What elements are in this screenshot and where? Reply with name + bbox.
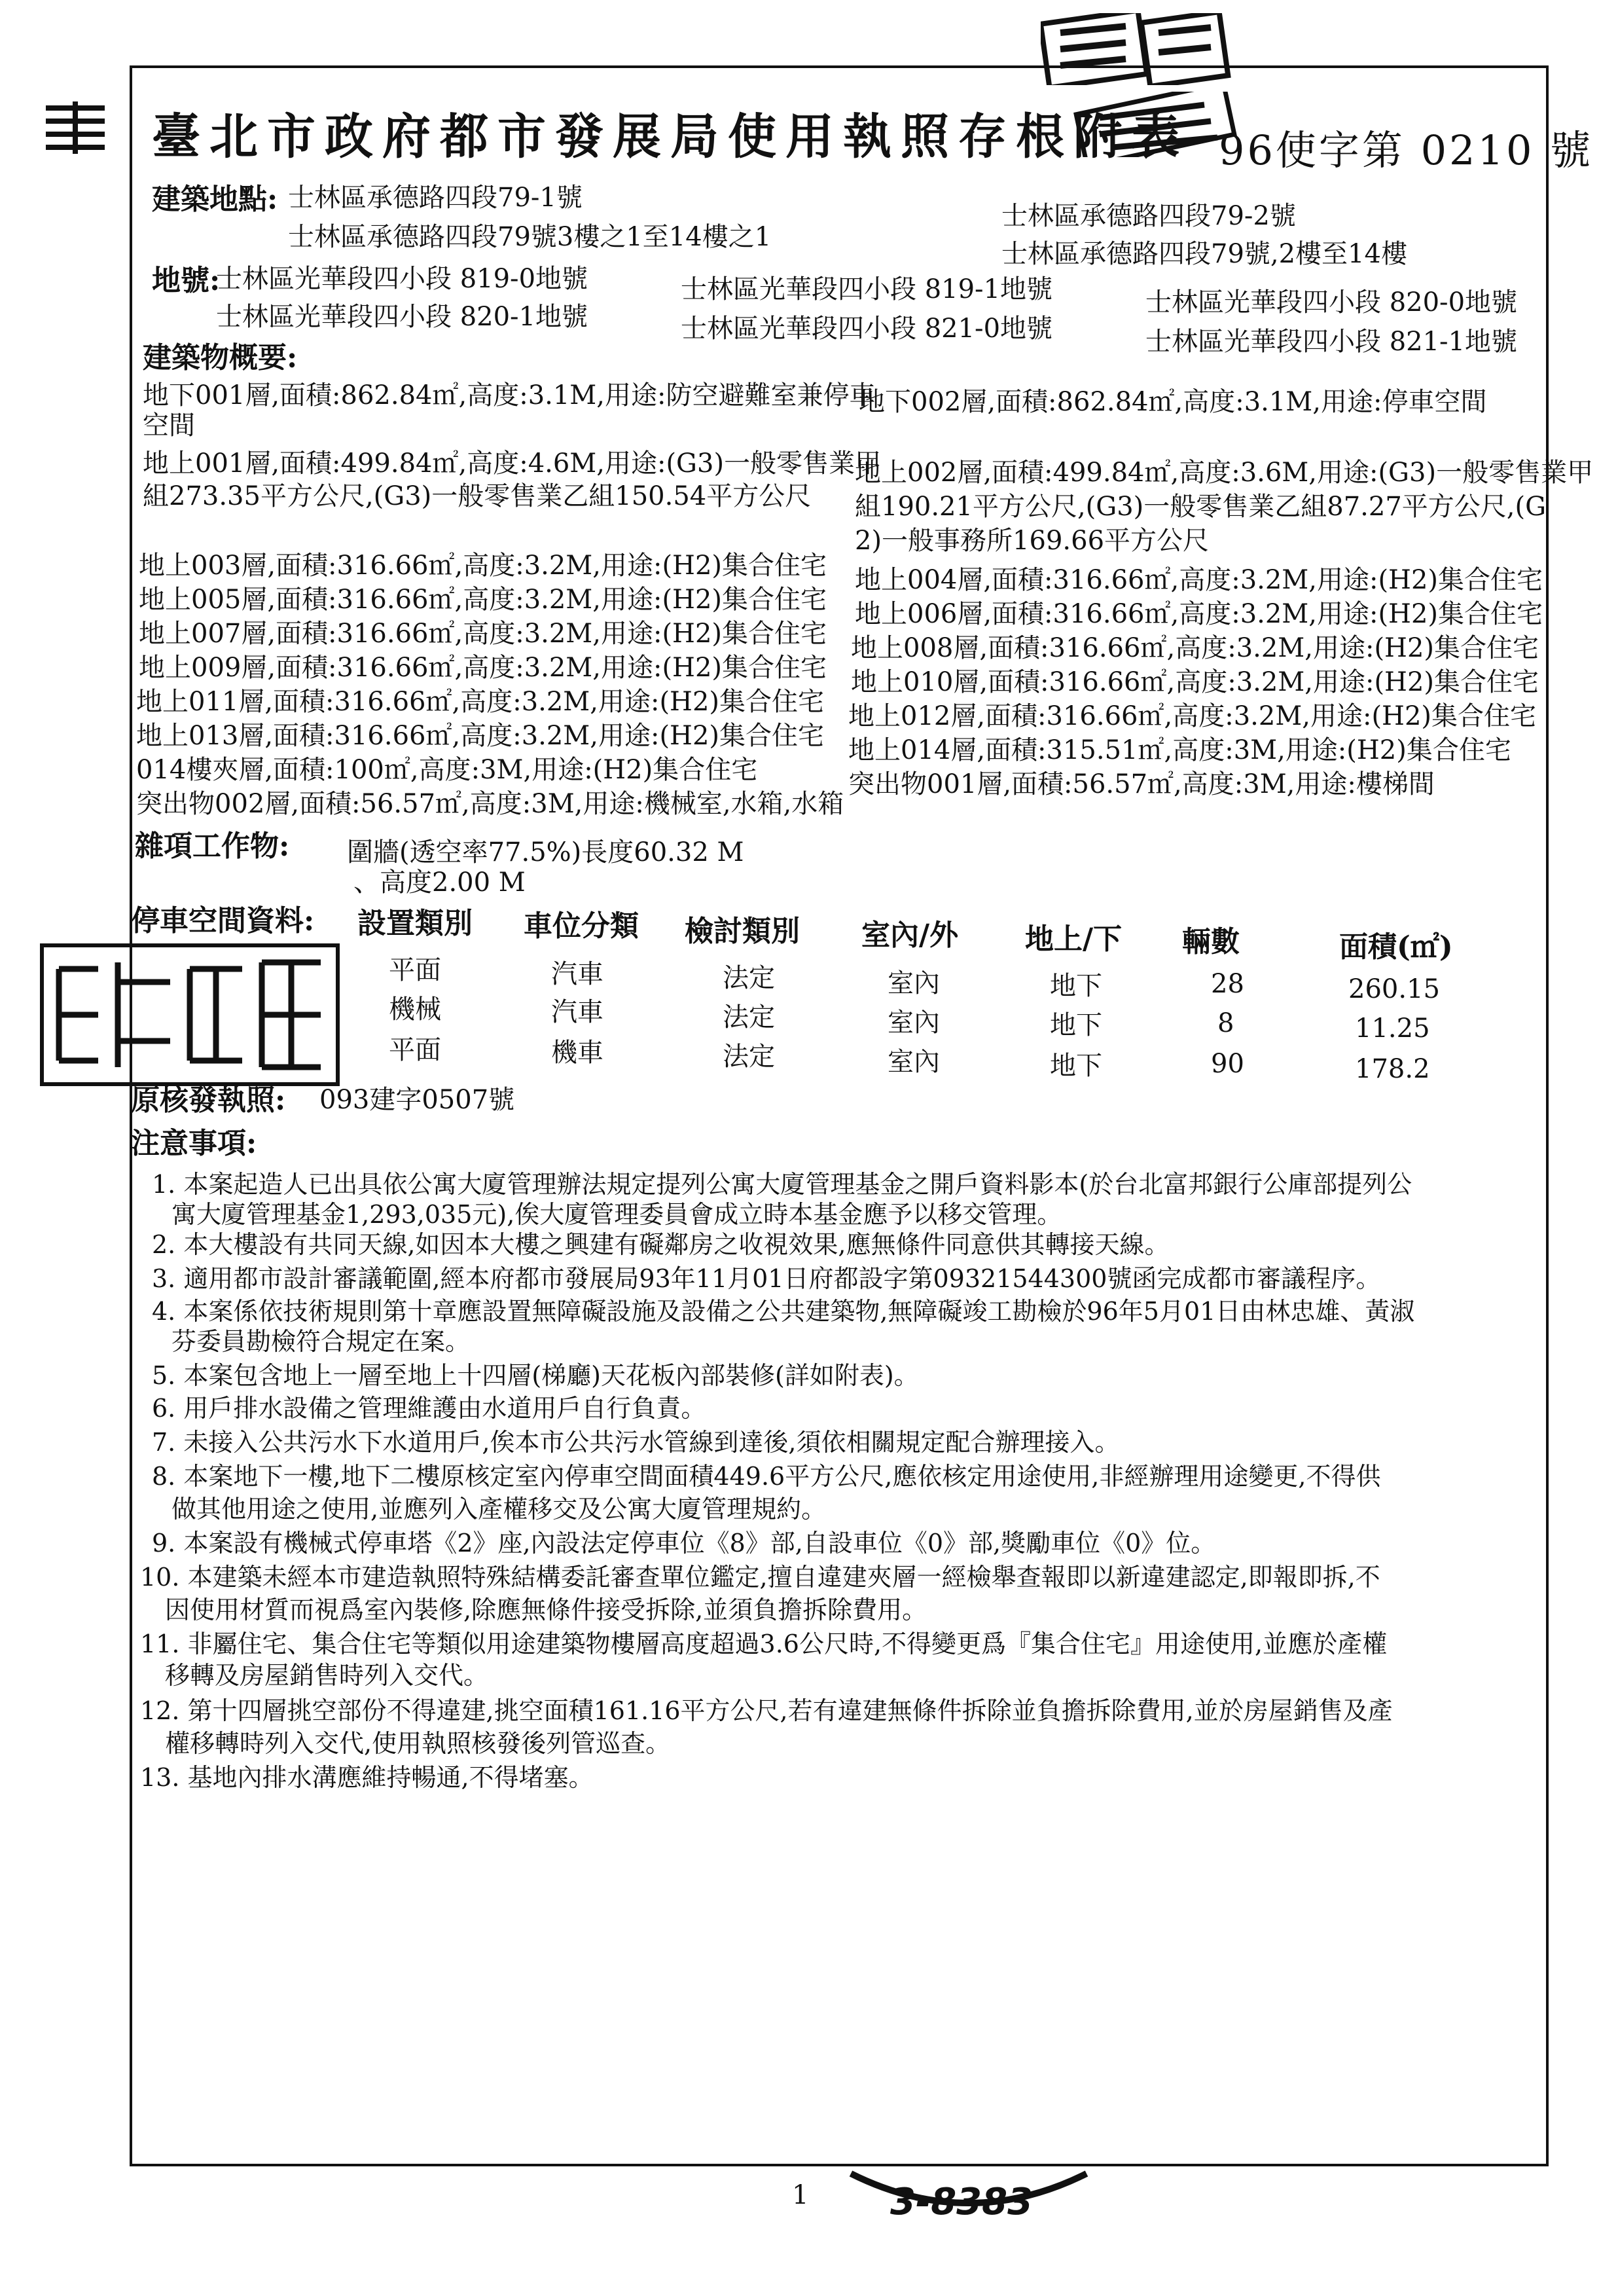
parking-cell: 汽車 (551, 959, 603, 989)
lot-item: 士林區光華段四小段 820-1地號 (216, 302, 588, 332)
floor-line: 地上012層,面積:316.66㎡,高度:3.2M,用途:(H2)集合住宅 (848, 701, 1536, 731)
note-line: 5. 本案包含地上一層至地上十四層(梯廳)天花板內部裝修(詳如附表)。 (152, 1361, 919, 1390)
parking-header: 車位分類 (524, 909, 639, 943)
parking-header: 設置類別 (357, 907, 473, 940)
floor-line: 地上003層,面積:316.66㎡,高度:3.2M,用途:(H2)集合住宅 (139, 551, 827, 581)
permit-number: 96使字第 0210 號 (1219, 126, 1594, 174)
notes-label: 注意事項: (131, 1127, 257, 1160)
misc-line: 、高度2.00 M (353, 867, 526, 898)
note-line: 3. 適用都市設計審議範圍,經本府都市發展局93年11月01日府都設字第09321544300號函完成都市審議程序。 (152, 1264, 1381, 1293)
parking-cell: 室內 (888, 1008, 940, 1038)
parking-cell: 90 (1211, 1049, 1244, 1079)
floor-line: 地上014層,面積:315.51㎡,高度:3M,用途:(H2)集合住宅 (848, 735, 1511, 765)
floor-line: 地上001層,面積:499.84㎡,高度:4.6M,用途:(G3)一般零售業甲 (143, 448, 882, 479)
floor-line: 突出物002層,面積:56.57㎡,高度:3M,用途:機械室,水箱,水箱 (136, 789, 844, 819)
top-seal-stamp (1041, 13, 1237, 85)
parking-header: 輛數 (1182, 925, 1240, 958)
note-line: 11. 非屬住宅、集合住宅等類似用途建築物樓層高度超過3.6公尺時,不得變更爲『集合住宅』用途使用,並應於產權 (140, 1630, 1388, 1658)
parking-cell: 28 (1211, 969, 1244, 999)
location-line: 士林區承德路四段79號3樓之1至14樓之1 (288, 222, 772, 252)
page-number: 1 (792, 2180, 809, 2210)
original-permit-value: 093建字0507號 (319, 1085, 515, 1115)
floor-line: 014樓夾層,面積:100㎡,高度:3M,用途:(H2)集合住宅 (136, 755, 758, 785)
bottom-stamp-text: 3-8383 (890, 2181, 1034, 2223)
note-line: 13. 基地內排水溝應維持暢通,不得堵塞。 (140, 1763, 594, 1792)
lot-item: 士林區光華段四小段 819-1地號 (681, 274, 1053, 304)
lot-item: 士林區光華段四小段 819-0地號 (216, 264, 588, 294)
note-line: 10. 本建築未經本市建造執照特殊結構委託審查單位鑑定,擅自違建夾層一經檢舉查報即以新違建認定,即報即拆,不 (140, 1563, 1380, 1592)
parking-cell: 室內 (888, 968, 940, 998)
note-line: 權移轉時列入交代,使用執照核發後列管巡查。 (165, 1729, 671, 1758)
bottom-seal-stamp (838, 2160, 1100, 2232)
floor-line: 地上011層,面積:316.66㎡,高度:3.2M,用途:(H2)集合住宅 (136, 687, 824, 717)
parking-cell: 8 (1217, 1008, 1234, 1038)
parking-cell: 法定 (723, 1042, 775, 1072)
parking-cell: 機械 (389, 994, 441, 1025)
floor-line: 地下001層,面積:862.84㎡,高度:3.1M,用途:防空避難室兼停車 (143, 380, 876, 410)
note-line: 7. 未接入公共污水下水道用戶,俟本市公共污水管線到達後,須依相關規定配合辦理接入。 (152, 1428, 1120, 1457)
note-line: 芬委員勘檢符合規定在案。 (171, 1327, 471, 1356)
location-label: 建築地點: (152, 183, 278, 216)
floor-line: 空間 (143, 410, 195, 441)
floor-line: 地上007層,面積:316.66㎡,高度:3.2M,用途:(H2)集合住宅 (139, 619, 827, 649)
lot-item: 士林區光華段四小段 820-0地號 (1145, 287, 1518, 318)
parking-cell: 地下 (1050, 971, 1102, 1001)
note-line: 1. 本案起造人已出具依公寓大廈管理辦法規定提列公寓大廈管理基金之開戶資料影本(於台北富邦銀行公庫部提列公 (152, 1170, 1412, 1199)
parking-cell: 178.2 (1355, 1054, 1430, 1084)
floor-line: 組190.21平方公尺,(G3)一般零售業乙組87.27平方公尺,(G (855, 492, 1547, 522)
parking-label: 停車空間資料: (131, 904, 315, 938)
original-permit-label: 原核發執照: (131, 1084, 286, 1117)
floor-line: 組273.35平方公尺,(G3)一般零售業乙組150.54平方公尺 (143, 481, 812, 511)
parking-cell: 地下 (1050, 1010, 1102, 1040)
left-seal-stamp (39, 943, 340, 1087)
parking-cell: 平面 (389, 1035, 441, 1065)
floor-line: 地上008層,面積:316.66㎡,高度:3.2M,用途:(H2)集合住宅 (851, 633, 1539, 663)
parking-cell: 地下 (1050, 1051, 1102, 1081)
floor-line: 地上005層,面積:316.66㎡,高度:3.2M,用途:(H2)集合住宅 (139, 585, 827, 615)
document-title: 臺北市政府都市發展局使用執照存根附表 (152, 109, 1189, 165)
note-line: 寓大廈管理基金1,293,035元),俟大廈管理委員會成立時本基金應予以移交管理。 (171, 1200, 1062, 1229)
floor-line: 突出物001層,面積:56.57㎡,高度:3M,用途:樓梯間 (848, 769, 1435, 799)
floor-line: 地上002層,面積:499.84㎡,高度:3.6M,用途:(G3)一般零售業甲 (855, 458, 1594, 488)
location-line: 士林區承德路四段79-1號 (288, 183, 583, 213)
parking-cell: 11.25 (1355, 1013, 1430, 1044)
note-line: 4. 本案係依技術規則第十章應設置無障礙設施及設備之公共建築物,無障礙竣工勘檢於96年5月01日由林忠雄、黃淑 (152, 1297, 1415, 1326)
lots-label: 地號: (152, 264, 221, 297)
parking-header: 室內/外 (861, 919, 959, 952)
parking-cell: 機車 (551, 1038, 603, 1068)
note-line: 12. 第十四層挑空部份不得違建,挑空面積161.16平方公尺,若有違建無條件拆除並負擔拆除費用,並於房屋銷售及產 (140, 1696, 1393, 1725)
note-line: 9. 本案設有機械式停車塔《2》座,內設法定停車位《8》部,自設車位《0》部,獎勵車位《0》位。 (152, 1529, 1216, 1558)
parking-cell: 汽車 (551, 997, 603, 1027)
floor-line: 地上004層,面積:316.66㎡,高度:3.2M,用途:(H2)集合住宅 (855, 565, 1543, 595)
parking-header: 地上/下 (1025, 922, 1123, 956)
left-margin-mark-icon (39, 98, 111, 157)
lot-item: 士林區光華段四小段 821-1地號 (1145, 327, 1518, 357)
note-line: 2. 本大樓設有共同天線,如因本大樓之興建有礙鄰房之收視效果,應無條件同意供其轉接天線。 (152, 1230, 1170, 1259)
location-line: 士林區承德路四段79-2號 (1001, 201, 1296, 231)
lot-item: 士林區光華段四小段 821-0地號 (681, 314, 1053, 344)
note-line: 做其他用途之使用,並應列入產權移交及公寓大廈管理規約。 (171, 1495, 827, 1523)
parking-cell: 260.15 (1348, 974, 1440, 1004)
parking-cell: 法定 (723, 963, 775, 993)
parking-header: 面積(㎡) (1339, 930, 1453, 964)
note-line: 因使用材質而視爲室內裝修,除應無條件接受拆除,並須負擔拆除費用。 (165, 1595, 927, 1624)
floor-line: 地上009層,面積:316.66㎡,高度:3.2M,用途:(H2)集合住宅 (139, 653, 827, 683)
parking-cell: 平面 (389, 955, 441, 985)
parking-cell: 法定 (723, 1002, 775, 1032)
location-line: 士林區承德路四段79號,2樓至14樓 (1001, 239, 1407, 269)
misc-label: 雜項工作物: (135, 829, 290, 863)
floor-line: 地上013層,面積:316.66㎡,高度:3.2M,用途:(H2)集合住宅 (136, 721, 824, 751)
note-line: 移轉及房屋銷售時列入交代。 (165, 1661, 489, 1690)
floor-line: 地上010層,面積:316.66㎡,高度:3.2M,用途:(H2)集合住宅 (851, 667, 1539, 697)
parking-header: 檢討類別 (685, 915, 800, 948)
note-line: 6. 用戶排水設備之管理維護由水道用戶自行負責。 (152, 1394, 706, 1423)
misc-line: 圍牆(透空率77.5%)長度60.32 M (347, 837, 744, 867)
building-label: 建築物概要: (143, 341, 298, 374)
floor-line: 地下002層,面積:862.84㎡,高度:3.1M,用途:停車空間 (859, 387, 1487, 417)
parking-cell: 室內 (888, 1047, 940, 1077)
note-line: 8. 本案地下一樓,地下二樓原核定室內停車空間面積449.6平方公尺,應依核定用途使用,非經辦理用途變更,不得供 (152, 1462, 1381, 1491)
floor-line: 地上006層,面積:316.66㎡,高度:3.2M,用途:(H2)集合住宅 (855, 599, 1543, 629)
floor-line: 2)一般事務所169.66平方公尺 (855, 526, 1210, 556)
